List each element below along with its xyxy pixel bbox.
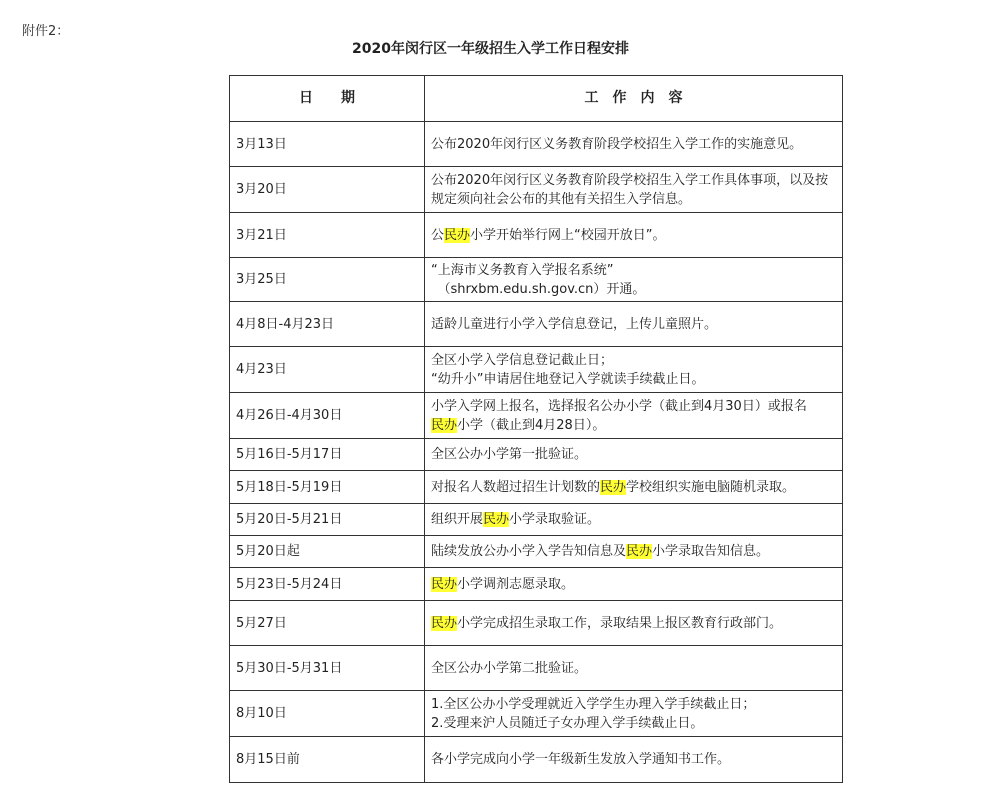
content-text: “上海市义务教育入学报名系统” [431,262,614,278]
content-text: 小学完成招生录取工作，录取结果上报区教育行政部门。 [457,615,783,631]
content-text: 对报名人数超过招生计划数的 [431,479,601,495]
content-cell [425,167,843,213]
content-cell [425,471,843,504]
table-row [230,439,843,471]
content-cell [425,439,843,471]
content-text: 全区公办小学第一批验证。 [431,447,588,462]
content-text: 小学开始举行网上“校园开放日”。 [470,227,666,243]
date-cell: 5月20日-5月21日 [230,504,425,536]
content-cell [425,302,843,347]
content-cell [425,568,843,601]
highlighted-text: 民办 [626,544,653,559]
content-cell [425,258,843,302]
content-cell [425,347,843,393]
content-text: （shrxbm.edu.sh.gov.cn）开通。 [431,281,646,297]
highlighted-text: 民办 [431,417,458,433]
content-text: 小学录取验证。 [509,512,601,527]
date-cell: 3月13日 [230,122,425,167]
date-cell: 5月23日-5月24日 [230,568,425,601]
table-row [230,393,843,439]
content-text: 2.受理来沪人员随迁子女办理入学手续截止日。 [431,715,704,731]
content-cell [425,122,843,167]
highlighted-text: 民办 [444,227,471,243]
content-column-header: 工 作 内 容 [425,76,843,122]
date-cell: 5月20日起 [230,536,425,568]
schedule-rows [230,122,843,783]
content-cell [425,691,843,737]
table-row [230,504,843,536]
content-cell [425,213,843,258]
content-text: 各小学完成向小学一年级新生发放入学通知书工作。 [431,752,731,767]
table-row [230,737,843,783]
table-row [230,258,843,302]
date-cell: 5月18日-5月19日 [230,471,425,504]
content-text: 小学入学网上报名，选择报名公办小学（截止到4月30日）或报名 [431,398,807,414]
content-text: “幼升小”申请居住地登记入学就读手续截止日。 [431,371,705,387]
date-cell: 5月30日-5月31日 [230,646,425,691]
table-row [230,471,843,504]
content-text: 公布2020年闵行区义务教育阶段学校招生入学工作的实施意见。 [431,136,803,152]
table-row [230,536,843,568]
content-text: 全区小学入学信息登记截止日； [431,352,614,368]
content-text: 公布2020年闵行区义务教育阶段学校招生入学工作具体事项，以及按规定须向社会公布的其他有关招生入学信息。 [431,172,829,207]
table-row [230,691,843,737]
page-title: 2020年闵行区一年级招生入学工作日程安排 [352,41,629,57]
content-text: 小学调剂志愿录取。 [457,576,575,592]
highlighted-text: 民办 [431,615,458,631]
content-text: 公 [431,227,445,243]
date-cell: 4月23日 [230,347,425,393]
table-row [230,568,843,601]
highlighted-text: 民办 [600,479,627,495]
table-row [230,302,843,347]
date-cell: 4月26日-4月30日 [230,393,425,439]
content-text: 组织开展 [431,512,484,527]
highlighted-text: 民办 [431,576,458,592]
table-row [230,347,843,393]
table-row [230,601,843,646]
content-text: 1.全区公办小学受理就近入学学生办理入学手续截止日； [431,696,756,712]
content-cell [425,737,843,783]
content-cell [425,601,843,646]
table-row [230,213,843,258]
content-text: 学校组织实施电脑随机录取。 [626,479,796,495]
content-cell [425,393,843,439]
table-row [230,122,843,167]
content-cell [425,646,843,691]
table-header-row [230,76,843,122]
table-row [230,646,843,691]
content-text: 陆续发放公办小学入学告知信息及 [431,544,627,559]
date-cell: 8月10日 [230,691,425,737]
date-cell: 4月8日-4月23日 [230,302,425,347]
content-cell [425,536,843,568]
content-text: 小学录取告知信息。 [652,544,770,559]
date-cell: 3月21日 [230,213,425,258]
date-cell: 3月25日 [230,258,425,302]
content-text: 全区公办小学第二批验证。 [431,660,588,676]
date-cell: 8月15日前 [230,737,425,783]
highlighted-text: 民办 [483,512,510,527]
content-text: 适龄儿童进行小学入学信息登记，上传儿童照片。 [431,316,718,332]
schedule-table [229,75,843,783]
date-cell: 5月27日 [230,601,425,646]
attachment-label: 附件2： [22,24,70,39]
content-cell [425,504,843,536]
content-text: 小学（截止到4月28日）。 [457,417,606,433]
date-cell: 3月20日 [230,167,425,213]
date-column-header: 日 期 [230,76,425,122]
table-row [230,167,843,213]
date-cell: 5月16日-5月17日 [230,439,425,471]
